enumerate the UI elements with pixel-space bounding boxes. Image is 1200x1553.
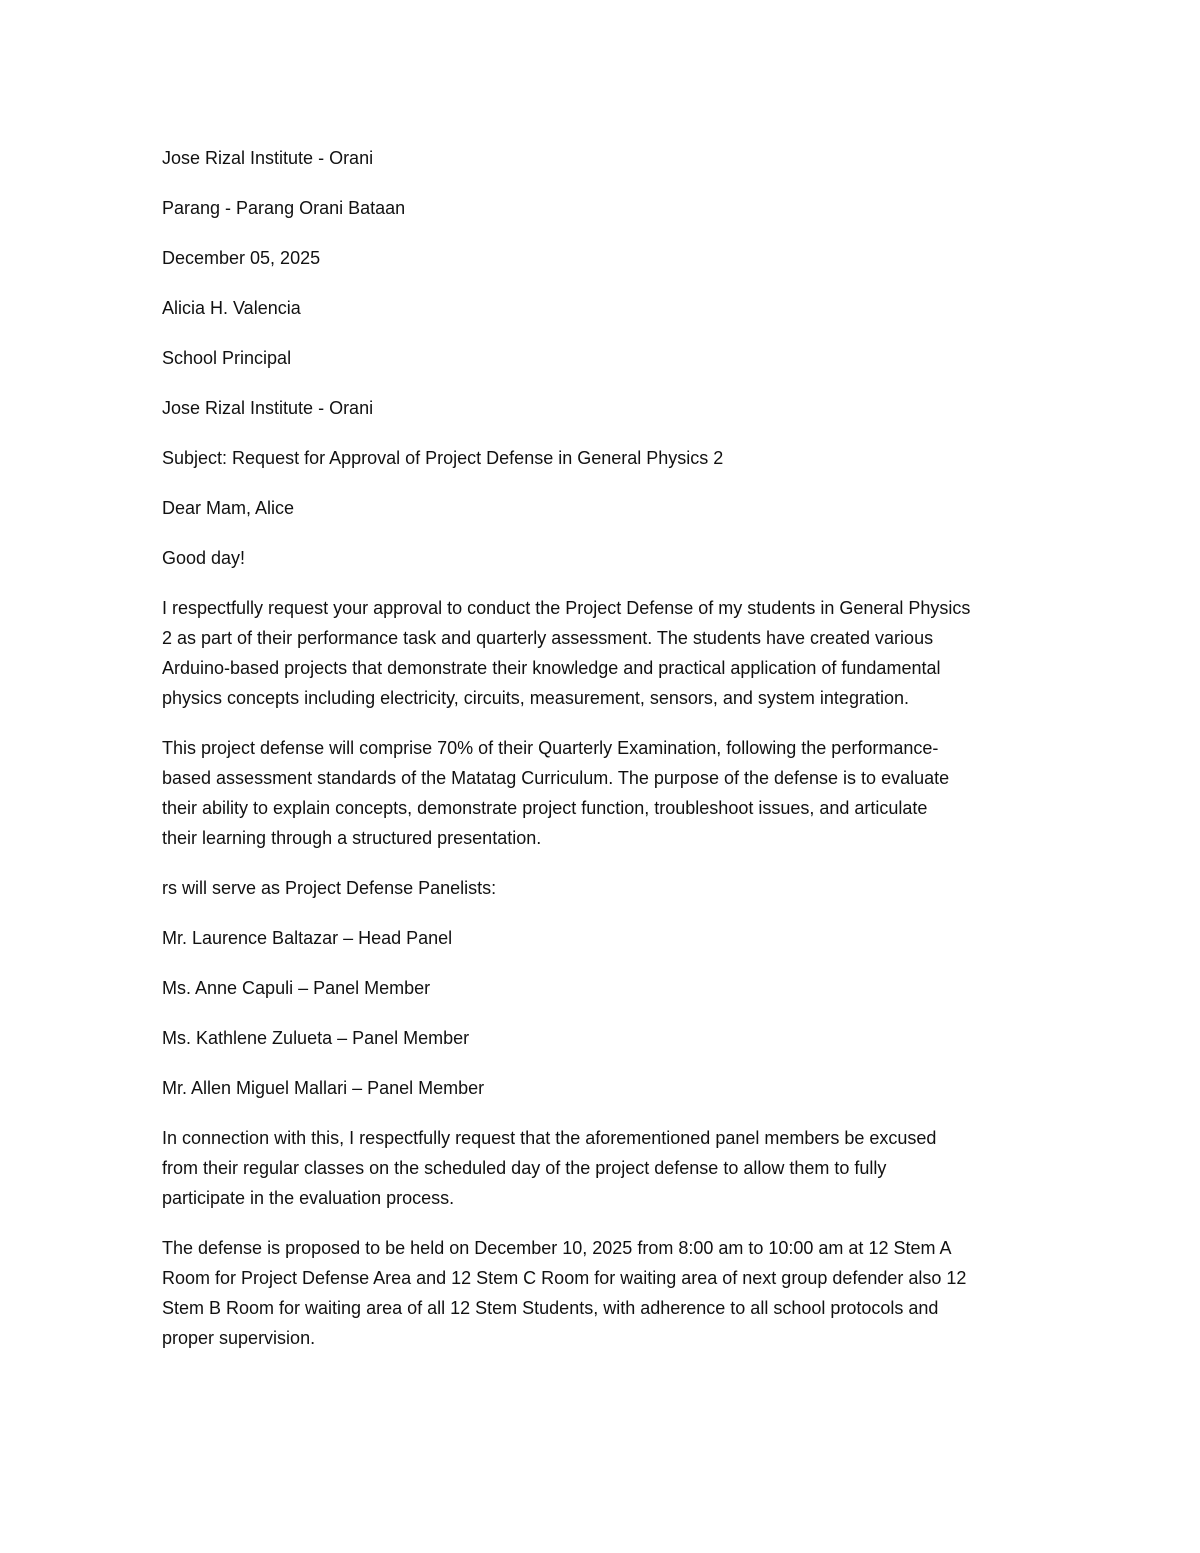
paragraph-line: In connection with this, I respectfully request that the aforementioned panel members be excused [162, 1128, 937, 1148]
paragraph-request [162, 593, 1052, 713]
paragraph-line: from their regular classes on the scheduled day of the project defense to allow them to fully [162, 1158, 887, 1178]
recipient-title: School Principal [162, 348, 292, 368]
paragraph-line: This project defense will comprise 70% of their Quarterly Examination, following the performance- [162, 738, 939, 758]
paragraph-assessment [162, 733, 1052, 853]
paragraph-line: Stem B Room for waiting area of all 12 Stem Students, with adherence to all school protocols and [162, 1298, 939, 1318]
recipient-name: Alicia H. Valencia [162, 298, 301, 318]
paragraph-line: participate in the evaluation process. [162, 1188, 455, 1208]
letter-date: December 05, 2025 [162, 248, 321, 268]
panelist-item: Mr. Laurence Baltazar – Head Panel [162, 928, 453, 948]
sender-school: Jose Rizal Institute - Orani [162, 148, 374, 168]
panelist-item: Ms. Anne Capuli – Panel Member [162, 978, 431, 998]
salutation: Dear Mam, Alice [162, 498, 295, 518]
greeting: Good day! [162, 548, 246, 568]
panelist-item: Mr. Allen Miguel Mallari – Panel Member [162, 1078, 485, 1098]
paragraph-line: The defense is proposed to be held on December 10, 2025 from 8:00 am to 10:00 am at 12 Stem A [162, 1238, 952, 1258]
paragraph-line: based assessment standards of the Matatag Curriculum. The purpose of the defense is to evaluate [162, 768, 950, 788]
paragraph-line: proper supervision. [162, 1328, 316, 1348]
paragraph-line: I respectfully request your approval to conduct the Project Defense of my students in General Physics [162, 598, 971, 618]
paragraph-excuse [162, 1123, 1052, 1213]
paragraph-line: their ability to explain concepts, demonstrate project function, troubleshoot issues, and articulate [162, 798, 928, 818]
paragraph-line: physics concepts including electricity, circuits, measurement, sensors, and system integration. [162, 688, 909, 708]
paragraph-line: their learning through a structured presentation. [162, 828, 542, 848]
panelist-item: Ms. Kathlene Zulueta – Panel Member [162, 1028, 470, 1048]
paragraph-line: 2 as part of their performance task and quarterly assessment. The students have created various [162, 628, 934, 648]
subject-line: Subject: Request for Approval of Project Defense in General Physics 2 [162, 448, 724, 468]
recipient-school: Jose Rizal Institute - Orani [162, 398, 374, 418]
paragraph-line: Room for Project Defense Area and 12 Stem C Room for waiting area of next group defender also 12 [162, 1268, 967, 1288]
paragraph-schedule [162, 1233, 1052, 1353]
sender-address: Parang - Parang Orani Bataan [162, 198, 406, 218]
panel-intro: rs will serve as Project Defense Panelists: [162, 878, 497, 898]
letter-body [162, 143, 1052, 1373]
paragraph-line: Arduino-based projects that demonstrate their knowledge and practical application of fundamental [162, 658, 941, 678]
